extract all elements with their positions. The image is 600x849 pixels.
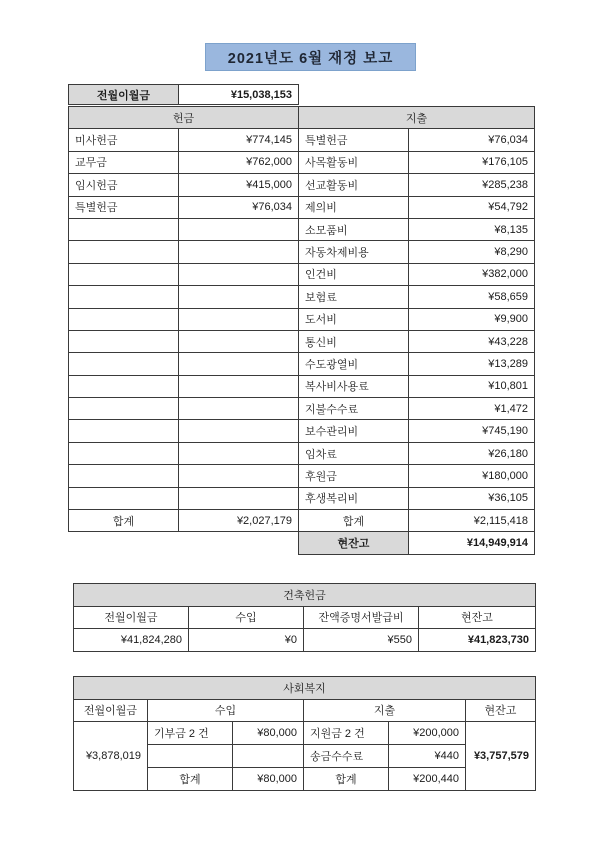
expense-item-amount: ¥180,000 [409, 465, 535, 487]
income-item-label: 미사헌금 [69, 129, 179, 151]
expense-item-label: 인건비 [299, 263, 409, 285]
expense-item-label: 보수관리비 [299, 420, 409, 442]
income-item-amount [179, 218, 299, 240]
expense-item-label: 제의비 [299, 196, 409, 218]
welfare-header-expense: 지출 [304, 699, 466, 722]
income-item-label [69, 308, 179, 330]
ledger-row [69, 196, 535, 218]
income-item-label [69, 465, 179, 487]
income-section-header: 헌금 [69, 107, 299, 129]
ledger-row [69, 375, 535, 397]
monthly-ledger-table [68, 106, 535, 555]
income-item-label [69, 398, 179, 420]
building-fund-title: 건축헌금 [74, 584, 536, 607]
welfare-expense-amount: ¥440 [389, 745, 466, 768]
building-fund-carryover: ¥41,824,280 [74, 629, 189, 652]
income-item-label [69, 375, 179, 397]
ledger-row [69, 241, 535, 263]
income-item-amount [179, 420, 299, 442]
income-item-label [69, 241, 179, 263]
welfare-expense-label: 송금수수료 [304, 745, 389, 768]
income-item-amount [179, 353, 299, 375]
income-item-amount: ¥762,000 [179, 151, 299, 173]
expense-total-amount: ¥2,115,418 [409, 510, 535, 532]
building-fund-header-income: 수입 [189, 606, 304, 629]
welfare-header-balance: 현잔고 [466, 699, 536, 722]
welfare-income-label: 기부금 2 건 [148, 722, 233, 745]
expense-item-amount: ¥176,105 [409, 151, 535, 173]
ledger-row [69, 353, 535, 375]
ledger-row [69, 218, 535, 240]
expense-item-label: 지불수수료 [299, 398, 409, 420]
building-fund-header-carryover: 전월이월금 [74, 606, 189, 629]
building-fund-values-row [74, 629, 536, 652]
welfare-expense-label: 지원금 2 건 [304, 722, 389, 745]
ledger-row [69, 487, 535, 509]
balance-label: 현잔고 [299, 532, 409, 554]
income-item-label [69, 442, 179, 464]
expense-item-amount: ¥8,135 [409, 218, 535, 240]
income-item-amount [179, 241, 299, 263]
welfare-carryover-value: ¥3,878,019 [74, 722, 148, 791]
income-item-label [69, 286, 179, 308]
expense-item-amount: ¥36,105 [409, 487, 535, 509]
income-item-label: 임시헌금 [69, 174, 179, 196]
expense-item-amount: ¥54,792 [409, 196, 535, 218]
ledger-row [69, 151, 535, 173]
welfare-title-row [74, 677, 536, 700]
ledger-row [69, 308, 535, 330]
expense-item-label: 자동차제비용 [299, 241, 409, 263]
ledger-row [69, 174, 535, 196]
expense-item-amount: ¥1,472 [409, 398, 535, 420]
carryover-table [68, 84, 299, 105]
expense-item-amount: ¥382,000 [409, 263, 535, 285]
expense-item-amount: ¥76,034 [409, 129, 535, 151]
expense-item-amount: ¥13,289 [409, 353, 535, 375]
income-item-label [69, 353, 179, 375]
expense-item-label: 사목활동비 [299, 151, 409, 173]
expense-item-label: 특별헌금 [299, 129, 409, 151]
ledger-row [69, 263, 535, 285]
building-fund-title-row [74, 584, 536, 607]
income-item-amount [179, 398, 299, 420]
ledger-row [69, 398, 535, 420]
welfare-expense-amount: ¥200,000 [389, 722, 466, 745]
welfare-income-amount: ¥80,000 [233, 722, 304, 745]
building-fund-header-row [74, 606, 536, 629]
welfare-expense-total-amount: ¥200,440 [389, 768, 466, 791]
income-item-amount [179, 465, 299, 487]
carryover-row [69, 85, 299, 105]
report-title-text: 2021년도 6월 재정 보고 [227, 50, 394, 67]
ledger-row [69, 129, 535, 151]
ledger-header-row [69, 107, 535, 129]
expense-total-label: 합계 [299, 510, 409, 532]
balance-amount: ¥14,949,914 [409, 532, 535, 554]
expense-item-amount: ¥10,801 [409, 375, 535, 397]
expense-item-label: 복사비사용료 [299, 375, 409, 397]
building-fund-table [73, 583, 536, 652]
welfare-header-carryover: 전월이월금 [74, 699, 148, 722]
income-item-label [69, 263, 179, 285]
income-item-label: 교무금 [69, 151, 179, 173]
income-item-amount: ¥774,145 [179, 129, 299, 151]
welfare-income-total-label: 합계 [148, 768, 233, 791]
income-item-amount [179, 308, 299, 330]
carryover-label: 전월이월금 [69, 85, 179, 105]
income-item-amount [179, 442, 299, 464]
empty-cell [69, 532, 299, 554]
income-item-label [69, 420, 179, 442]
expense-item-label: 후생복리비 [299, 487, 409, 509]
expense-section-header: 지출 [299, 107, 535, 129]
income-item-label [69, 487, 179, 509]
expense-item-amount: ¥43,228 [409, 330, 535, 352]
welfare-income-amount [233, 745, 304, 768]
expense-item-label: 보험료 [299, 286, 409, 308]
social-welfare-table [73, 676, 536, 791]
expense-item-amount: ¥9,900 [409, 308, 535, 330]
income-item-amount: ¥76,034 [179, 196, 299, 218]
income-item-label: 특별헌금 [69, 196, 179, 218]
expense-item-label: 통신비 [299, 330, 409, 352]
income-item-amount [179, 375, 299, 397]
income-item-amount [179, 286, 299, 308]
income-item-amount [179, 487, 299, 509]
expense-item-amount: ¥745,190 [409, 420, 535, 442]
report-title [205, 43, 416, 71]
expense-item-label: 임차료 [299, 442, 409, 464]
welfare-header-row [74, 699, 536, 722]
expense-item-label: 수도광열비 [299, 353, 409, 375]
ledger-row [69, 465, 535, 487]
income-total-amount: ¥2,027,179 [179, 510, 299, 532]
expense-item-label: 소모품비 [299, 218, 409, 240]
ledger-row [69, 420, 535, 442]
ledger-totals-row [69, 510, 535, 532]
building-fund-header-fee: 잔액증명서발급비 [304, 606, 419, 629]
welfare-title: 사회복지 [74, 677, 536, 700]
income-total-label: 합계 [69, 510, 179, 532]
building-fund-fee: ¥550 [304, 629, 419, 652]
building-fund-balance: ¥41,823,730 [419, 629, 536, 652]
welfare-row [74, 722, 536, 745]
welfare-balance-value: ¥3,757,579 [466, 722, 536, 791]
ledger-row [69, 330, 535, 352]
welfare-income-total-amount: ¥80,000 [233, 768, 304, 791]
welfare-income-label [148, 745, 233, 768]
income-item-label [69, 330, 179, 352]
welfare-header-income: 수입 [148, 699, 304, 722]
expense-item-amount: ¥285,238 [409, 174, 535, 196]
ledger-row [69, 442, 535, 464]
expense-item-label: 후원금 [299, 465, 409, 487]
carryover-value: ¥15,038,153 [179, 85, 299, 105]
expense-item-amount: ¥8,290 [409, 241, 535, 263]
expense-item-amount: ¥26,180 [409, 442, 535, 464]
expense-item-amount: ¥58,659 [409, 286, 535, 308]
expense-item-label: 도서비 [299, 308, 409, 330]
ledger-row [69, 286, 535, 308]
income-item-label [69, 218, 179, 240]
income-item-amount [179, 263, 299, 285]
building-fund-header-balance: 현잔고 [419, 606, 536, 629]
income-item-amount: ¥415,000 [179, 174, 299, 196]
expense-item-label: 선교활동비 [299, 174, 409, 196]
building-fund-income: ¥0 [189, 629, 304, 652]
income-item-amount [179, 330, 299, 352]
welfare-expense-total-label: 합계 [304, 768, 389, 791]
ledger-balance-row [69, 532, 535, 554]
